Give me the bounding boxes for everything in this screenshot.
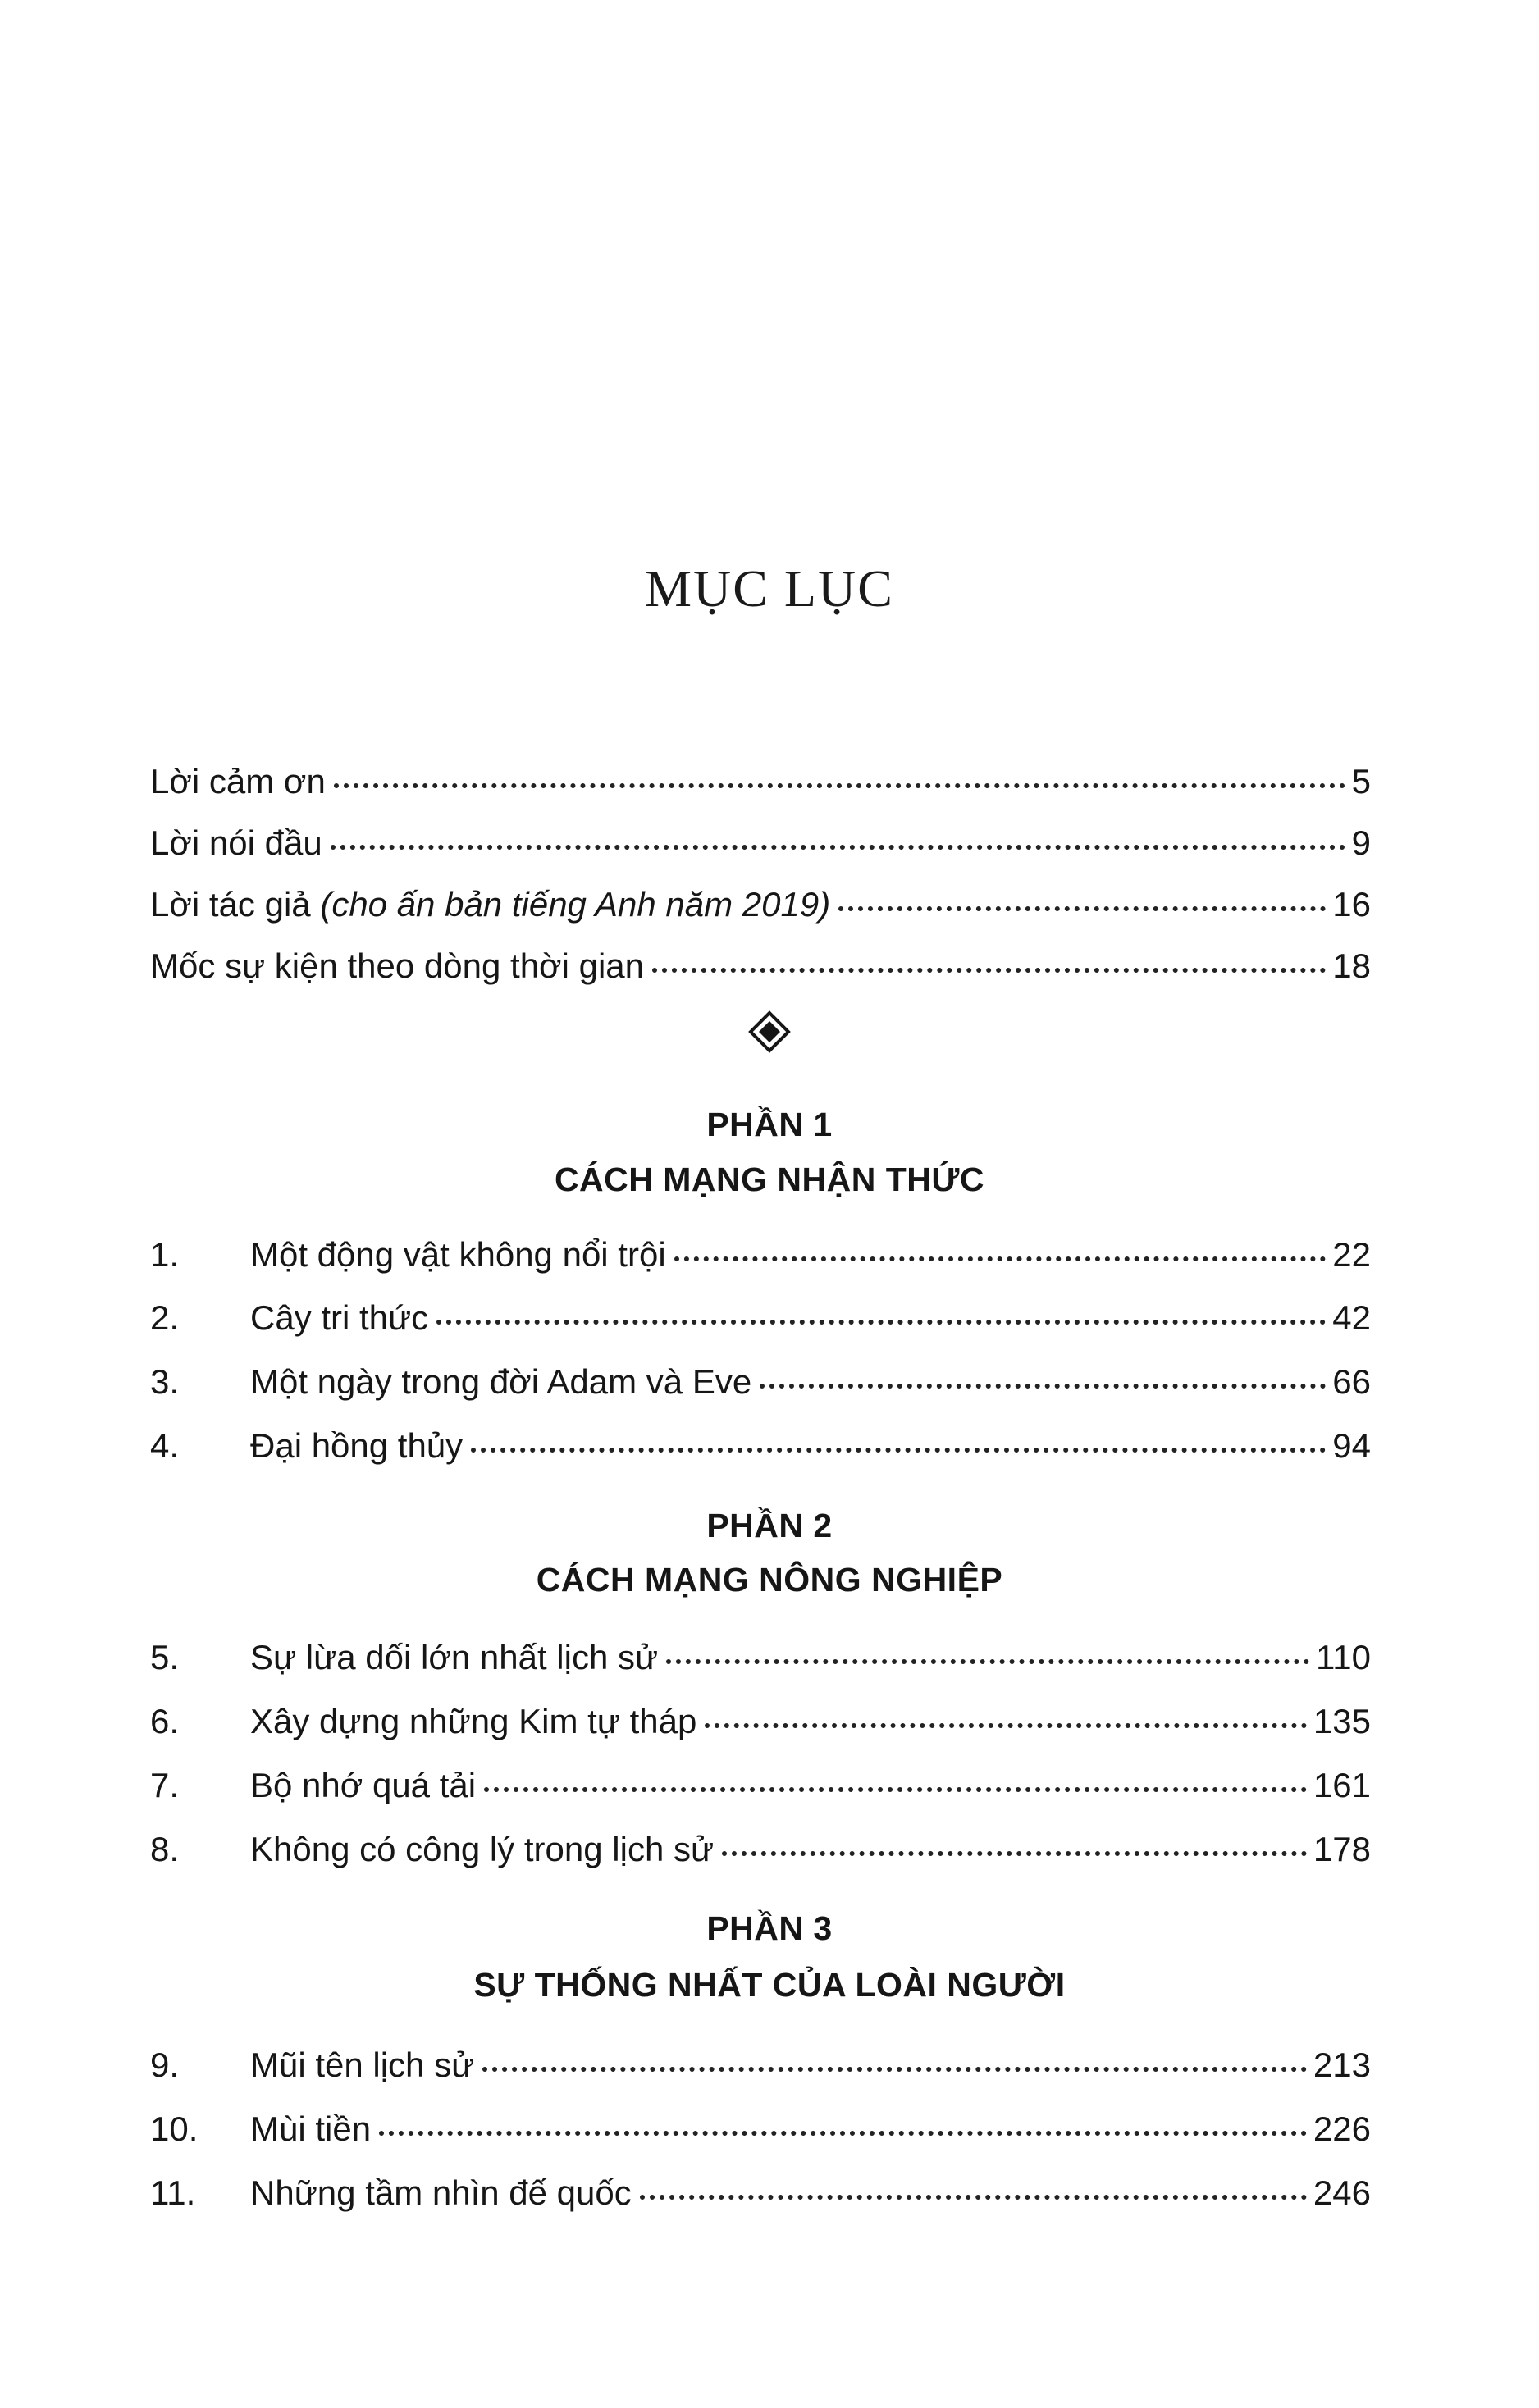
chapter-number: 4. — [150, 1426, 180, 1465]
dot-leader — [471, 1448, 1326, 1453]
chapter-title: Một ngày trong đời Adam và Eve — [250, 1362, 752, 1401]
chapter-page: 110 — [1316, 1638, 1371, 1676]
dot-leader — [666, 1659, 1309, 1664]
chapter-number: 3. — [150, 1362, 180, 1401]
dot-leader — [482, 2067, 1307, 2072]
chapter-title: Một động vật không nổi trội — [250, 1235, 666, 1274]
dot-leader — [760, 1384, 1326, 1389]
toc-chapter-entry — [150, 1293, 1371, 1343]
chapter-page: 213 — [1313, 2045, 1371, 2084]
toc-entry-label: Mốc sự kiện theo dòng thời gian — [150, 946, 645, 985]
part-title: CÁCH MẠNG NÔNG NGHIỆP — [536, 1561, 1003, 1598]
toc-chapter-entry — [150, 1696, 1371, 1747]
toc-entry-label — [150, 879, 830, 930]
toc-chapter-entry — [150, 1421, 1371, 1471]
toc-chapter-entry — [150, 1824, 1371, 1875]
toc-chapter-entry — [150, 2168, 1371, 2219]
chapter-title: Không có công lý trong lịch sử — [250, 1830, 715, 1868]
part-label: PHẦN 1 — [706, 1106, 833, 1143]
toc-entry-label-italic: (cho ấn bản tiếng Anh năm 2019) — [320, 885, 831, 924]
chapter-page: 135 — [1313, 1702, 1371, 1740]
toc-entry-page: 9 — [1351, 823, 1371, 862]
toc-chapter-entry — [150, 1760, 1371, 1811]
part-label: PHẦN 2 — [706, 1507, 833, 1544]
toc-chapter-entry — [150, 2104, 1371, 2155]
toc-chapter-entry — [150, 1229, 1371, 1280]
toc-entry-page: 18 — [1332, 946, 1371, 985]
chapter-number: 5. — [150, 1638, 180, 1676]
chapter-title: Cây tri thức — [250, 1298, 429, 1337]
chapter-number: 11. — [150, 2173, 196, 2212]
chapter-page: 246 — [1313, 2173, 1371, 2212]
chapter-title: Mùi tiền — [250, 2109, 372, 2148]
chapter-page: 66 — [1332, 1362, 1371, 1401]
chapter-page: 22 — [1332, 1235, 1371, 1274]
chapter-page: 226 — [1313, 2109, 1371, 2148]
chapter-title: Xây dựng những Kim tự tháp — [250, 1702, 697, 1740]
chapter-title: Bộ nhớ quá tải — [250, 1766, 477, 1804]
dot-leader — [379, 2131, 1307, 2136]
toc-entry-label: Lời cảm ơn — [150, 762, 326, 800]
toc-entry-foreword — [150, 818, 1371, 869]
chapter-number: 9. — [150, 2045, 180, 2084]
dot-leader — [334, 783, 1345, 788]
dot-leader — [331, 845, 1345, 850]
chapter-title: Đại hồng thủy — [250, 1426, 464, 1465]
part-title: CÁCH MẠNG NHẬN THỨC — [554, 1161, 985, 1198]
part-label: PHẦN 3 — [706, 1909, 833, 1947]
dot-leader — [640, 2195, 1307, 2200]
toc-entry-author-note — [150, 879, 1371, 930]
dot-leader — [674, 1256, 1327, 1261]
chapter-number: 8. — [150, 1830, 180, 1868]
chapter-number: 1. — [150, 1235, 180, 1274]
part-title: SỰ THỐNG NHẤT CỦA LOÀI NGƯỜI — [473, 1966, 1066, 2004]
dot-leader — [705, 1723, 1307, 1728]
toc-chapter-entry — [150, 2040, 1371, 2091]
toc-entry-label: Lời nói đầu — [150, 823, 322, 862]
chapter-title: Mũi tên lịch sử — [250, 2045, 475, 2084]
chapter-title: Những tầm nhìn đế quốc — [250, 2173, 632, 2212]
page-title: MỤC LỤC — [645, 559, 894, 618]
toc-entry-timeline — [150, 941, 1371, 992]
chapter-page: 94 — [1332, 1426, 1371, 1465]
dot-leader — [436, 1320, 1326, 1325]
dot-leader — [722, 1851, 1307, 1856]
chapter-number: 10. — [150, 2109, 199, 2148]
toc-entry-acknowledgements — [150, 756, 1371, 807]
toc-entry-page: 5 — [1351, 762, 1371, 800]
chapter-page: 42 — [1332, 1298, 1371, 1337]
toc-chapter-entry — [150, 1632, 1371, 1683]
toc-entry-page: 16 — [1332, 885, 1371, 924]
diamond-ornament-icon — [748, 1010, 791, 1053]
chapter-number: 2. — [150, 1298, 180, 1337]
chapter-number: 6. — [150, 1702, 180, 1740]
dot-leader — [484, 1787, 1307, 1792]
chapter-page: 178 — [1313, 1830, 1371, 1868]
chapter-title: Sự lừa dối lớn nhất lịch sử — [250, 1638, 659, 1676]
dot-leader — [838, 906, 1326, 911]
dot-leader — [652, 968, 1326, 973]
toc-entry-label-main: Lời tác giả — [150, 885, 321, 924]
chapter-page: 161 — [1313, 1766, 1371, 1804]
chapter-number: 7. — [150, 1766, 180, 1804]
toc-chapter-entry — [150, 1357, 1371, 1407]
